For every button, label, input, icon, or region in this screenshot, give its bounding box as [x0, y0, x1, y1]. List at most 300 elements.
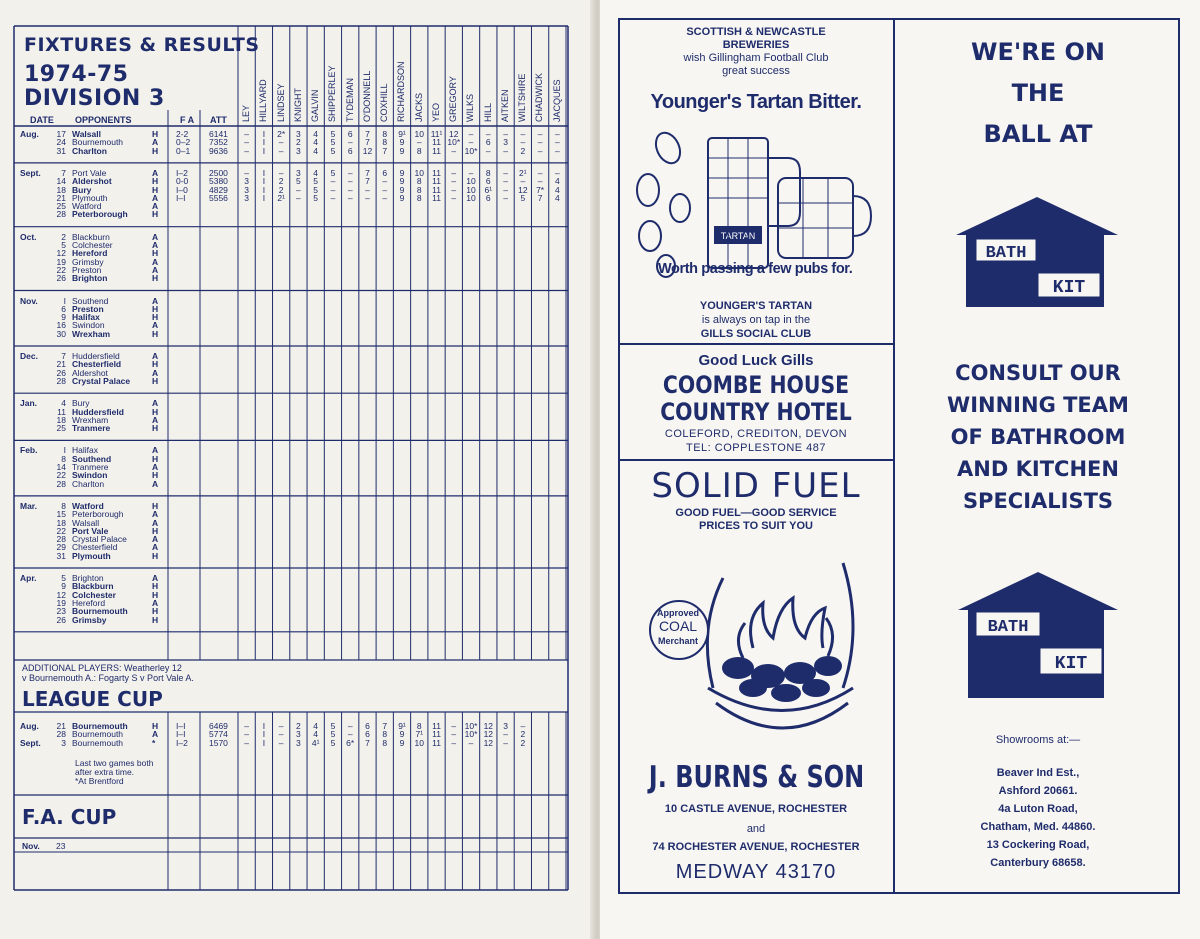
fixture-venue: A: [152, 414, 159, 425]
fixture-day: 25: [56, 201, 66, 212]
player-cell: 8: [382, 737, 388, 748]
fixture-day: 31: [56, 145, 66, 156]
fixture-score: 2-2: [176, 129, 189, 139]
fixture-opponent: Swindon: [72, 470, 108, 481]
fixture-opponent: Huddersfield: [72, 406, 124, 417]
player-cell: 10: [414, 167, 424, 178]
fixture-opponent: Bournemouth: [72, 606, 128, 617]
player-cell: 5: [313, 192, 319, 203]
fixture-opponent: Aldershot: [72, 367, 108, 378]
month-label: Aug.: [20, 129, 39, 139]
player-cell: 12: [483, 721, 494, 731]
month-label: Jan.: [20, 398, 38, 409]
player-cell: 12: [449, 129, 459, 139]
fixture-opponent: Colchester: [72, 589, 116, 600]
player-header: LINDSEY: [275, 83, 286, 122]
player-cell: –: [537, 145, 543, 156]
logo-bottom-kit: KIT: [1054, 654, 1088, 674]
coombe-line2: COOMBE HOUSE: [662, 371, 850, 399]
player-cell: 12: [518, 184, 528, 195]
burns-company: J. BURNS & SON: [648, 760, 865, 795]
fixture-opponent: Wrexham: [72, 414, 109, 425]
fixture-venue: A: [152, 167, 159, 178]
fixture-opponent: Halifax: [72, 312, 100, 323]
fixture-venue: A: [152, 534, 159, 545]
player-cell: 4: [554, 176, 560, 187]
player-cell: 11: [432, 167, 441, 178]
player-cell: –: [485, 145, 491, 156]
fixture-venue: A: [152, 201, 159, 212]
fixture-venue: A: [152, 231, 159, 242]
player-cell: 6: [382, 167, 388, 178]
fixture-opponent: Plymouth: [72, 550, 111, 561]
player-cell: –: [537, 167, 543, 178]
fixture-score: 0–2: [176, 137, 191, 148]
player-header: CHADWICK: [534, 73, 545, 122]
player-cell: –: [347, 721, 353, 731]
fixture-venue: H: [152, 303, 159, 314]
division-title: DIVISION 3: [24, 86, 165, 111]
player-cell: –: [451, 176, 457, 187]
player-cell: 2: [520, 145, 526, 156]
month-label: Dec.: [20, 351, 38, 361]
showroom-6: Canterbury 68658.: [990, 857, 1086, 869]
fixtures-page: [0, 0, 596, 939]
fixture-opponent: Port Vale: [72, 167, 107, 178]
bathkit-logo-bottom: [956, 570, 1120, 702]
league-venue: *: [152, 737, 156, 748]
player-cell: –: [451, 721, 457, 731]
fixture-score: 0-0: [176, 176, 189, 187]
player-cell: 4: [313, 145, 319, 156]
player-cell: –: [244, 721, 249, 731]
tartan-foot1: YOUNGER'S TARTAN: [699, 300, 813, 312]
player-cell: –: [503, 167, 508, 178]
player-header: KNIGHT: [292, 87, 303, 122]
fixture-day: 28: [56, 478, 66, 489]
player-cell: 3: [296, 737, 301, 748]
player-cell: –: [278, 145, 284, 156]
player-cell: –: [503, 129, 508, 139]
player-header: HILL: [482, 102, 493, 122]
player-cell: –: [347, 176, 353, 187]
league-attendance: 5774: [209, 729, 228, 740]
player-cell: 11: [432, 737, 441, 748]
player-cell: –: [244, 129, 249, 139]
player-cell: –: [503, 176, 508, 187]
fixture-opponent: Watford: [72, 201, 102, 212]
player-cell: –: [451, 167, 457, 178]
league-opponent: Bournemouth: [72, 737, 124, 748]
league-month: Sept.: [20, 737, 41, 748]
fixture-venue: H: [152, 359, 159, 370]
player-header: WILKS: [465, 93, 476, 122]
fixture-venue: H: [152, 606, 159, 617]
fixture-day: 5: [61, 573, 66, 583]
badge-approved: Approved: [656, 608, 699, 618]
player-cell: I: [262, 137, 266, 148]
player-cell: 11: [432, 192, 441, 203]
player-cell: 4: [313, 167, 319, 178]
player-cell: 7: [365, 176, 370, 187]
league-venue: H: [152, 721, 159, 731]
fixture-opponent: Chesterfield: [72, 359, 122, 370]
fixture-opponent: Hereford: [72, 597, 106, 608]
fixture-day: 18: [56, 184, 66, 195]
player-cell: 6: [365, 721, 370, 731]
fixture-venue: A: [152, 573, 159, 583]
fixture-venue: H: [152, 525, 159, 536]
player-cell: 7: [382, 145, 388, 156]
fixture-venue: A: [152, 445, 159, 456]
opponents-header: OPPONENTS: [75, 115, 132, 125]
player-cell: 11: [432, 145, 441, 156]
adverts-page: [600, 0, 1200, 939]
fuel-sub2: PRICES TO SUIT YOU: [699, 520, 813, 532]
player-cell: 5: [296, 176, 301, 187]
player-cell: –: [520, 137, 526, 148]
coombe-line5: TEL: COPPLESTONE 487: [685, 442, 827, 454]
player-cell: 8: [416, 184, 422, 195]
fa-cup-title: F.A. CUP: [22, 805, 117, 829]
fixture-venue: H: [152, 614, 159, 625]
player-cell: 7: [537, 192, 543, 203]
player-cell: –: [554, 129, 560, 139]
fixture-venue: A: [152, 256, 159, 267]
fixture-day: 28: [56, 534, 66, 545]
player-cell: –: [347, 192, 353, 203]
sn-line2: BREWERIES: [722, 39, 790, 51]
fixture-day: 21: [56, 192, 66, 203]
fixture-opponent: Wrexham: [72, 328, 111, 339]
att-header: ATT: [210, 115, 227, 125]
fixture-day: 23: [56, 606, 66, 617]
logo-top-bath: BATH: [985, 244, 1027, 263]
player-cell: –: [468, 167, 474, 178]
fixture-opponent: Aldershot: [72, 176, 112, 187]
fixture-opponent: Blackburn: [72, 581, 114, 592]
player-cell: 8: [382, 137, 388, 148]
player-cell: –: [296, 192, 301, 203]
fixture-opponent: Hereford: [72, 248, 108, 259]
fixture-venue: H: [152, 209, 159, 220]
player-cell: 9¹: [398, 129, 406, 139]
player-cell: 9: [399, 167, 405, 178]
tartan-foot2: is always on tap in the: [701, 314, 811, 326]
month-label: Apr.: [20, 573, 37, 583]
fixture-day: 8: [61, 500, 66, 511]
player-cell: 9¹: [398, 721, 406, 731]
fixture-day: 28: [56, 209, 66, 220]
fixture-opponent: Blackburn: [72, 231, 110, 242]
fixture-opponent: Walsall: [72, 517, 100, 528]
fixture-venue: H: [152, 470, 159, 481]
fixture-venue: A: [152, 398, 159, 409]
league-day: 3: [61, 737, 66, 748]
fixture-opponent: Peterborough: [72, 509, 124, 520]
fixture-day: 18: [56, 517, 66, 528]
player-cell: 12: [483, 729, 494, 740]
player-cell: 8: [485, 167, 491, 178]
consult5: SPECIALISTS: [962, 489, 1114, 513]
fixture-opponent: Charlton: [72, 478, 105, 489]
league-score: I–I: [176, 721, 186, 731]
burns-addr2: and: [746, 823, 766, 835]
player-cell: –: [520, 176, 526, 187]
player-cell: 3: [503, 137, 508, 148]
player-cell: –: [503, 729, 508, 740]
fixture-opponent: Chesterfield: [72, 542, 118, 553]
consult4: AND KITCHEN: [957, 457, 1119, 481]
player-cell: –: [365, 184, 370, 195]
player-cell: 11: [432, 721, 441, 731]
player-cell: 3: [296, 129, 301, 139]
player-cell: 8: [382, 729, 388, 740]
fixture-day: 4: [61, 398, 66, 409]
player-cell: 4: [313, 137, 319, 148]
fixture-day: 2: [61, 231, 66, 242]
player-cell: 7: [365, 137, 370, 148]
player-cell: –: [451, 184, 457, 195]
player-cell: –: [520, 721, 526, 731]
player-cell: –: [537, 137, 543, 148]
player-cell: 6: [347, 145, 353, 156]
fixture-venue: H: [152, 184, 159, 195]
player-cell: –: [278, 721, 284, 731]
player-cell: –: [278, 167, 284, 178]
fixture-attendance: 6141: [209, 129, 228, 139]
player-cell: 2*: [277, 129, 286, 139]
fixture-opponent: Preston: [72, 303, 104, 314]
fixture-day: 12: [56, 589, 66, 600]
fixture-opponent: Preston: [72, 264, 102, 275]
player-cell: 5: [330, 129, 336, 139]
can-label: TARTAN: [720, 231, 756, 241]
fixture-venue: H: [152, 176, 159, 187]
fixture-opponent: Grimsby: [72, 256, 104, 267]
fixture-day: 7: [61, 167, 66, 178]
player-cell: –: [278, 737, 284, 748]
sn-line1: SCOTTISH & NEWCASTLE: [686, 26, 826, 38]
sn-line4: great success: [722, 65, 790, 77]
player-cell: 4: [554, 184, 560, 195]
player-header: AITKEN: [499, 89, 510, 122]
player-cell: 12: [362, 145, 373, 156]
player-cell: 11¹: [430, 129, 443, 139]
player-cell: 7: [365, 129, 370, 139]
player-cell: 6: [347, 129, 353, 139]
fuel-title: SOLID FUEL: [651, 466, 861, 506]
player-cell: –: [451, 737, 457, 748]
fixture-day: 25: [56, 423, 66, 434]
additional-players-2: v Bournemouth A.: Fogarty S v Port Vale A.: [22, 673, 194, 683]
month-label: Feb.: [20, 445, 38, 456]
player-cell: –: [347, 137, 353, 148]
fixture-opponent: Walsall: [72, 129, 101, 139]
fixture-day: 11: [57, 406, 66, 417]
player-cell: 5: [330, 729, 336, 740]
fixture-venue: H: [152, 145, 159, 156]
player-cell: 8: [416, 176, 422, 187]
player-cell: 3: [244, 192, 249, 203]
player-cell: –: [451, 145, 457, 156]
player-cell: 2: [278, 176, 284, 187]
fixture-attendance: 9636: [209, 145, 228, 156]
player-cell: –: [244, 167, 249, 178]
player-header: HILLYARD: [258, 79, 269, 122]
fixture-opponent: Huddersfield: [72, 351, 120, 361]
showroom-4: Chatham, Med. 44860.: [980, 821, 1096, 833]
divider-1: [618, 343, 895, 345]
fa-cup-day: 23: [56, 841, 66, 851]
player-header: TYDEMAN: [344, 77, 355, 122]
player-cell: 7: [365, 167, 370, 178]
player-cell: –: [278, 137, 284, 148]
fixture-attendance: 5556: [209, 192, 228, 203]
fixture-opponent: Swindon: [72, 320, 105, 331]
player-cell: –: [244, 137, 249, 148]
player-cell: 10*: [447, 137, 461, 148]
badge-merchant: Merchant: [657, 636, 698, 646]
player-cell: 11: [432, 184, 441, 195]
player-cell: –: [330, 192, 336, 203]
fixture-day: 21: [56, 359, 66, 370]
player-cell: 9: [399, 137, 405, 148]
fixture-opponent: Grimsby: [72, 614, 107, 625]
player-cell: –: [278, 729, 284, 740]
player-cell: –: [365, 192, 370, 203]
fixture-score: I–2: [176, 167, 188, 178]
player-cell: –: [554, 137, 560, 148]
fixture-venue: A: [152, 137, 159, 148]
player-cell: I: [262, 737, 266, 748]
fixture-venue: H: [152, 328, 159, 339]
player-cell: 9: [399, 737, 405, 748]
fixture-venue: H: [152, 273, 159, 284]
fixture-venue: A: [152, 597, 159, 608]
fixture-day: 29: [56, 542, 66, 553]
player-cell: –: [503, 184, 508, 195]
fixture-score: 0–1: [176, 145, 191, 156]
month-label: Nov.: [20, 295, 38, 306]
consult3: OF BATHROOM: [950, 425, 1126, 449]
fuel-sub1: GOOD FUEL—GOOD SERVICE: [675, 507, 837, 519]
fixture-day: 14: [56, 462, 66, 472]
player-cell: 2: [296, 721, 301, 731]
bathkit-head1: WE'RE ON: [971, 38, 1105, 66]
fa-cup-month: Nov.: [22, 841, 40, 851]
player-cell: 3: [296, 167, 301, 178]
player-header: RICHARDSON: [396, 61, 407, 122]
fixture-attendance: 2500: [209, 167, 228, 178]
fixture-venue: A: [152, 240, 159, 250]
player-cell: –: [382, 184, 388, 195]
fixture-venue: H: [152, 550, 159, 561]
fixture-day: I: [63, 295, 66, 306]
league-month: Aug.: [20, 721, 39, 731]
fixtures-title: FIXTURES & RESULTS: [24, 34, 260, 56]
player-cell: 10: [466, 192, 476, 203]
player-cell: 5: [330, 721, 336, 731]
fixture-venue: H: [152, 248, 159, 259]
player-cell: 2¹: [277, 192, 285, 203]
fixture-opponent: Colchester: [72, 240, 113, 250]
fixture-venue: A: [152, 295, 159, 306]
fixture-opponent: Southend: [72, 453, 112, 464]
player-cell: –: [244, 737, 249, 748]
player-cell: 8: [382, 129, 388, 139]
player-cell: 7: [365, 737, 370, 748]
fixture-day: 22: [56, 525, 66, 536]
fixture-venue: H: [152, 129, 159, 139]
league-opponent: Bournemouth: [72, 729, 124, 740]
bathkit-head3: BALL AT: [983, 120, 1093, 148]
fixture-day: 14: [56, 176, 66, 187]
fixture-venue: A: [152, 542, 159, 553]
fixture-venue: A: [152, 351, 159, 361]
player-cell: I: [262, 167, 266, 178]
player-cell: –: [503, 737, 508, 748]
player-cell: –: [468, 129, 474, 139]
sn-line3: wish Gillingham Football Club: [683, 52, 829, 64]
fixture-day: 28: [56, 375, 66, 386]
fixture-venue: H: [152, 500, 159, 511]
fixture-day: 6: [61, 303, 66, 314]
fixture-attendance: 4829: [209, 184, 228, 195]
player-cell: 3: [296, 145, 301, 156]
fixture-attendance: 7352: [209, 137, 228, 148]
league-day: 21: [56, 721, 66, 731]
fixture-day: 9: [61, 581, 66, 592]
showroom-5: 13 Cockering Road,: [986, 839, 1090, 851]
player-cell: I: [262, 192, 266, 203]
fixture-opponent: Halifax: [72, 445, 98, 456]
fixture-venue: A: [152, 517, 159, 528]
player-cell: 6¹: [484, 184, 493, 195]
bathkit-logo-top: [954, 195, 1120, 310]
player-cell: 6*: [346, 737, 355, 748]
player-cell: 4: [313, 729, 319, 740]
player-header: JACQUES: [551, 79, 562, 122]
fixture-venue: A: [152, 509, 159, 520]
player-header: O'DONNELL: [361, 70, 372, 122]
logo-top-kit: KIT: [1052, 278, 1086, 298]
player-header: WILTSHIRE: [517, 73, 528, 122]
player-cell: 9: [399, 192, 405, 203]
fixture-opponent: Bournemouth: [72, 137, 124, 148]
league-attendance: 6469: [209, 721, 228, 731]
player-header: GALVIN: [310, 89, 321, 122]
player-cell: 10: [466, 184, 476, 195]
player-header: JACKS: [413, 92, 424, 122]
player-cell: 2: [520, 729, 526, 740]
league-note-1: Last two games both: [75, 758, 154, 768]
player-cell: 5: [330, 145, 336, 156]
player-cell: 2: [296, 137, 301, 148]
player-cell: –: [468, 137, 474, 148]
coombe-line3: COUNTRY HOTEL: [660, 398, 852, 426]
player-cell: 5: [330, 737, 336, 748]
league-venue: A: [152, 729, 159, 740]
fixture-opponent: Charlton: [72, 145, 107, 156]
player-cell: –: [347, 184, 353, 195]
player-cell: 9: [399, 176, 405, 187]
player-cell: 7*: [536, 184, 545, 195]
player-cell: –: [382, 176, 388, 187]
fixture-opponent: Bury: [72, 398, 90, 409]
player-cell: 4: [554, 192, 560, 203]
player-cell: –: [520, 129, 526, 139]
